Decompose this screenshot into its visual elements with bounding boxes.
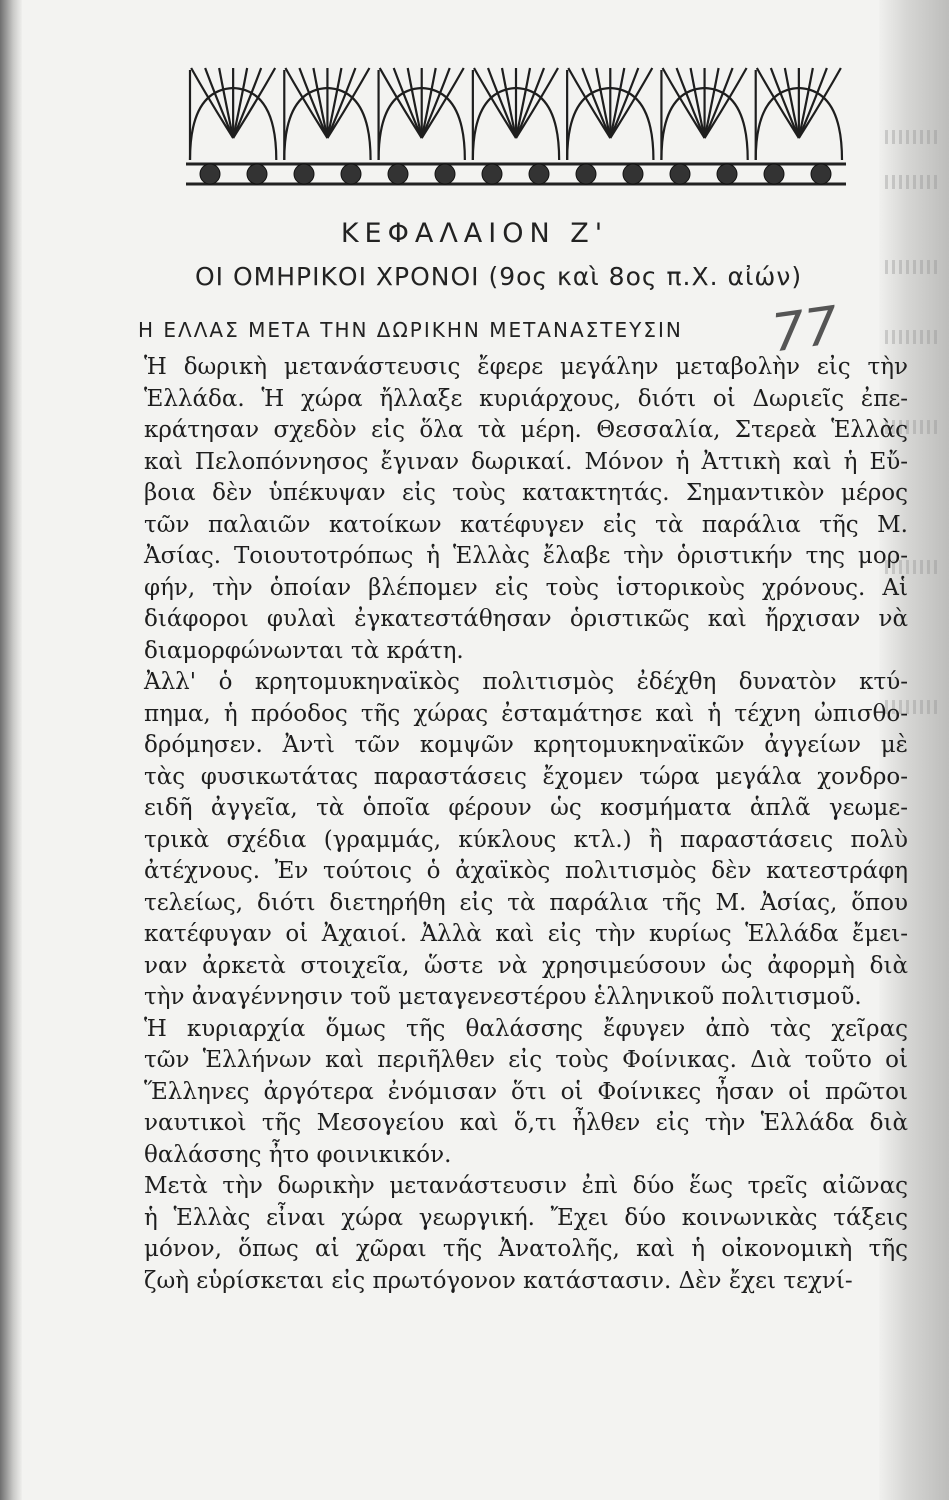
text-line: καὶ Πελοπόννησος ἔγιναν δωρικαί. Μόνον ἡ Ἀττικὴ καὶ ἡ Εὔ- [144, 448, 908, 475]
text-line: πημα, ἡ πρόοδος τῆς χώρας ἐσταμάτησε καὶ ἡ τέχνη ὠπισθο- [144, 700, 908, 727]
paragraph [118, 352, 908, 667]
text-line: τὰς φυσικωτάτας παραστάσεις ἔχομεν τώρα μεγάλα χονδρο- [144, 763, 908, 790]
text-line: τῶν παλαιῶν κατοίκων κατέφυγεν εἰς τὰ παράλια τῆς Μ. [144, 511, 908, 538]
handwritten-page-mark: 77 [768, 295, 843, 365]
frieze-bead [576, 164, 596, 184]
text-line: Ἡ κυριαρχία ὅμως τῆς θαλάσσης ἔφυγεν ἀπὸ τὰς χεῖρας [144, 1015, 908, 1042]
paragraph [118, 667, 908, 1014]
text-line: διάφοροι φυλαὶ ἐγκατεστάθησαν ὁριστικῶς καὶ ἤρχισαν νὰ [144, 606, 908, 632]
text-line: κατέφυγαν οἱ Ἀχαιοί. Ἀλλὰ καὶ εἰς τὴν κυρίως Ἑλλάδα ἔμει- [144, 921, 908, 947]
paragraph [118, 1171, 908, 1297]
text-line: τὴν ἀναγέννησιν τοῦ μεταγενεστέρου ἑλληνικοῦ πολιτισμοῦ. [144, 984, 862, 1010]
text-line: τρικὰ σχέδια (γραμμάς, κύκλους κτλ.) ἢ παραστάσεις πολὺ [144, 826, 908, 853]
text-line: Ἡ δωρικὴ μετανάστευσις ἔφερε μεγάλην μεταβολὴν εἰς τὴν [144, 354, 908, 380]
frieze-bead [388, 164, 408, 184]
chapter-title: ΟΙ ΟΜΗΡΙΚΟΙ ΧΡΟΝΟΙ (9ος καὶ 8ος π.Χ. αἰών) [195, 262, 803, 291]
frieze-bead [529, 164, 549, 184]
text-line: διαμορφώνωνται τὰ κράτη. [144, 637, 464, 664]
text-line: Μετὰ τὴν δωρικὴν μετανάστευσιν ἐπὶ δύο ἕως τρεῖς αἰῶνας [144, 1173, 908, 1199]
body-text [118, 352, 908, 1297]
text-line: ειδῆ ἀγγεῖα, τὰ ὁποῖα φέρουν ὡς κοσμήματα ἁπλᾶ γεωμε- [144, 795, 908, 821]
text-line: ἀτέχνους. Ἐν τούτοις ὁ ἀχαϊκὸς πολιτισμὸς δὲν κατεστράφη [144, 858, 908, 884]
text-line: Ἀσίας. Τοιουτοτρόπως ἡ Ἑλλὰς ἔλαβε τὴν ὁριστικήν της μορ- [144, 543, 908, 569]
text-line: τελείως, διότι διετηρήθη εἰς τὰ παράλια τῆς Μ. Ἀσίας, ὅπου [144, 889, 908, 916]
text-line: βοια δὲν ὑπέκυψαν εἰς τοὺς κατακτητάς. Σημαντικὸν μέρος [144, 480, 908, 506]
frieze-bead [341, 164, 361, 184]
frieze-bead [670, 164, 690, 184]
text-line: ἡ Ἑλλὰς εἶναι χώρα γεωργική. Ἔχει δύο κοινωνικὰς τάξεις [144, 1204, 908, 1231]
text-line: κράτησαν σχεδὸν εἰς ὅλα τὰ μέρη. Θεσσαλία, Στερεὰ Ἑλλὰς [144, 417, 908, 443]
decorative-frieze-image [186, 60, 846, 190]
chapter-label: ΚΕΦΑΛΑΙΟΝ Ζ' [340, 218, 609, 249]
frieze-bead [623, 164, 643, 184]
text-line: μόνον, ὅπως αἱ χῶραι τῆς Ἀνατολῆς, καὶ ἡ οἰκονομικὴ τῆς [144, 1236, 908, 1262]
frieze-bead [200, 164, 220, 184]
frieze-bead [764, 164, 784, 184]
frieze-bead [294, 164, 314, 184]
text-line: Ἕλληνες ἀργότερα ἐνόμισαν ὅτι οἱ Φοίνικες ἦσαν οἱ πρῶτοι [144, 1078, 908, 1105]
text-line: ναυτικοὶ τῆς Μεσογείου καὶ ὅ,τι ἦλθεν εἰς τὴν Ἑλλάδα διὰ [144, 1110, 908, 1136]
text-line: δρόμησεν. Ἀντὶ τῶν κομψῶν κρητομυκηναϊκῶν ἀγγείων μὲ [144, 732, 908, 758]
frieze-bead [247, 164, 267, 184]
text-line: ζωὴ εὑρίσκεται εἰς πρωτόγονον κατάστασιν. Δὲν ἔχει τεχνί- [144, 1267, 853, 1294]
text-line: τῶν Ἑλλήνων καὶ περιῆλθεν εἰς τοὺς Φοίνικας. Διὰ τοῦτο οἱ [144, 1047, 908, 1073]
text-line: ναν ἀρκετὰ στοιχεῖα, ὥστε νὰ χρησιμεύσουν ὡς ἀφορμὴ διὰ [144, 952, 908, 979]
text-line: φήν, τὴν ὁποίαν βλέπομεν εἰς τοὺς ἱστορικοὺς χρόνους. Αἱ [144, 574, 908, 601]
paragraph [118, 1014, 908, 1172]
frieze-bead [717, 164, 737, 184]
text-line: Ἑλλάδα. Ἡ χώρα ἤλλαξε κυριάρχους, διότι οἱ Δωριεῖς ἐπε- [144, 385, 908, 412]
frieze-bead [811, 164, 831, 184]
frieze-bead [435, 164, 455, 184]
text-line: θαλάσσης ἦτο φοινικικόν. [144, 1141, 452, 1168]
text-line: Ἀλλ' ὁ κρητομυκηναϊκὸς πολιτισμὸς ἐδέχθη δυνατὸν κτύ- [144, 669, 908, 695]
section-heading: Η ΕΛΛΑΣ ΜΕΤΑ ΤΗΝ ΔΩΡΙΚΗΝ ΜΕΤΑΝΑΣΤΕΥΣΙΝ [138, 318, 683, 342]
frieze-bead [482, 164, 502, 184]
